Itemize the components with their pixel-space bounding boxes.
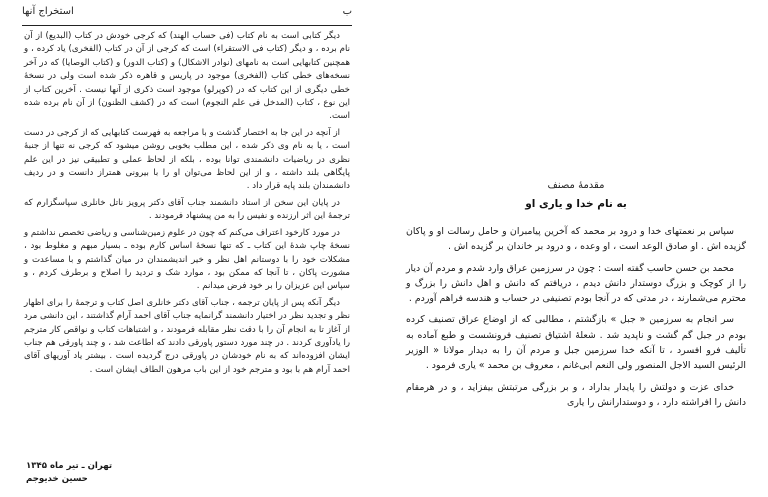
paragraph: خدای عزت و دولتش را پایدار بداراد ، و بر بزرگی مرتبتش بیفزاید ، و در هرمقام دانش را افراشته دارد ، و دوستدارانش را یاری xyxy=(406,381,746,408)
paragraph: از آنچه در این جا به اختصار گذشت و با مراجعه به فهرست کتابهایی که از کرجی در دست است ، یا به نام وی ذکر شده ، این مطلب بخوبی روشن میشود که کرجی نه تنها از جنبهٔ نظری در ریاضیات دانشمندی توانا بوده ، بلکه از لحاظ عملی و تطبیقی نیز در این علم پایگاهی بلند داشته ، و از این لحاظ می‌توان او را با بیرونی همتراز دانست و در ردیف دانشمندان بلند پایه قرار داد . xyxy=(24,127,350,192)
paragraph: دیگر آنکه پس از پایان ترجمه ، جناب آقای دکتر خانلری اصل کتاب و ترجمهٔ را برای اظهار نظر و تجدید نظر در اختیار دانشمند گرانمایه جناب آقای احمد آرام گذاشتند ، این دانشی مرد از آغاز تا به انجام آن را با دقت نظر مقابله فرمودند ، و اشتباهات کتاب و نواقص کار مترجم را یادآوری کردند . در چند مورد دستور پاورقی دادند که اطاعت شد ، و چند پاورقی هم جناب ایشان افزوده‌اند که به نام خودشان در پاورقی درج گردیده است . بیشتر یاد آوریهای آقای احمد آرام هم با بود و مترجم خود از این باب مرهون الطاف ایشان است . xyxy=(24,297,350,375)
paragraph: دیگر کتابی است به نام کتاب (فی حساب الهند) که کرجی خودش در کتاب (البدیع) از آن نام برده ، و دیگر (کتاب فی الاستقراء) است که کرجی از آن در کتاب (الفخری) یاد کرده ، و همچنین کتابهایی است به نامهای (نوادر الاشکال) و (کتاب الدور) و (کتاب الوصایا) که در آخر نسخه‌های خطی کتاب (الفخری) موجود در پاریس و قاهره ذکر شده است ولی در نسخهٔ خطی دیگری از این کتاب که در (کوپرلو) موجود است ذکری از آنها نیست . آخرین کتاب از این نوع ، کتاب (المدخل فی علم النجوم) است که در (کشف الظنون) از آن نام برده شده است. xyxy=(24,31,350,122)
paragraph: محمد بن حسن حاسب گفته است : چون در سرزمین عراق وارد شدم و مردم آن دیار را از کوچک و بزرگ دوستدار دانش دیدم ، دریافتم که دانش و اهل دانش را بزرگ و محترم می‌شمارند ، در مدتی که در آنجا بودم تصنیفی در حساب و هندسه فراهم آوردم . xyxy=(406,262,746,305)
header-rule xyxy=(22,25,352,26)
page-gutter xyxy=(368,0,384,497)
paragraph: سپاس بر نعمتهای خدا و درود بر محمد که آخرین پیامبران و حامل رسالت او و پاکان گزیده اش . او صادق الوعد است ، او وعده ، و درود بر خاندان بر گزیده اش . xyxy=(406,226,746,253)
page-number: ب xyxy=(342,6,352,17)
paragraph: سر انجام به سرزمین « جبل » بازگشتم ، مطالبی که از اوضاع عراق تصنیف کرده بودم در جبل گم گشت و ناپدید شد . شعلهٔ اشتیاق تصنیف فرونشست و طبع آماده به تألیف فرو افسرد ، تا آنکه خدا سرزمین جبل و مردم آن را به دیدار مولانا « الوزیر الرئیس السید الاجل المنصور ولی النعم ابی‌غانم ، معروف بن محمد » یاری فرمود . xyxy=(406,314,746,372)
basmala-heading: به نام خدا و یاری او xyxy=(525,198,627,210)
running-head xyxy=(22,6,352,24)
right-page-body xyxy=(406,224,746,416)
left-page-body xyxy=(24,30,350,380)
section-title: مقدمهٔ مصنف xyxy=(547,180,605,191)
paragraph: در پایان این سخن از استاد دانشمند جناب آقای دکتر پرویز ناتل خانلری سپاسگزارم که ترجمهٔ این اثر ارزنده و نفیس را به من پیشنهاد فرمودند . xyxy=(24,197,350,222)
place-date: تهران ـ تیر ماه ۱۳۴۵ xyxy=(26,461,113,471)
running-title: استخراج آنها xyxy=(22,6,74,17)
paragraph: در مورد کارخود اعتراف می‌کنم که چون در علوم زمین‌شناسی و ریاضی تخصص نداشتم و نسخهٔ چاپ شدهٔ این کتاب ـ که تنها نسخهٔ اساس کارم بوده ـ بسیار مبهم و مغلوط بود ، مشکلات خود را با دوستانم اهل نظر و خیر اندیشمندان در میان گذاشتم و با مساعدت و مشورت پاکان ، تا آنجا که ممکن بود ، موارد شک و تردید را اصلاح و برطرف کردم ، و سپاس این عزیزان را بر خود فرض میدانم . xyxy=(24,227,350,292)
left-page xyxy=(0,0,368,497)
translator-name: حسین خدیوجم xyxy=(26,474,88,484)
signature-block xyxy=(26,460,166,486)
right-page xyxy=(384,0,768,497)
